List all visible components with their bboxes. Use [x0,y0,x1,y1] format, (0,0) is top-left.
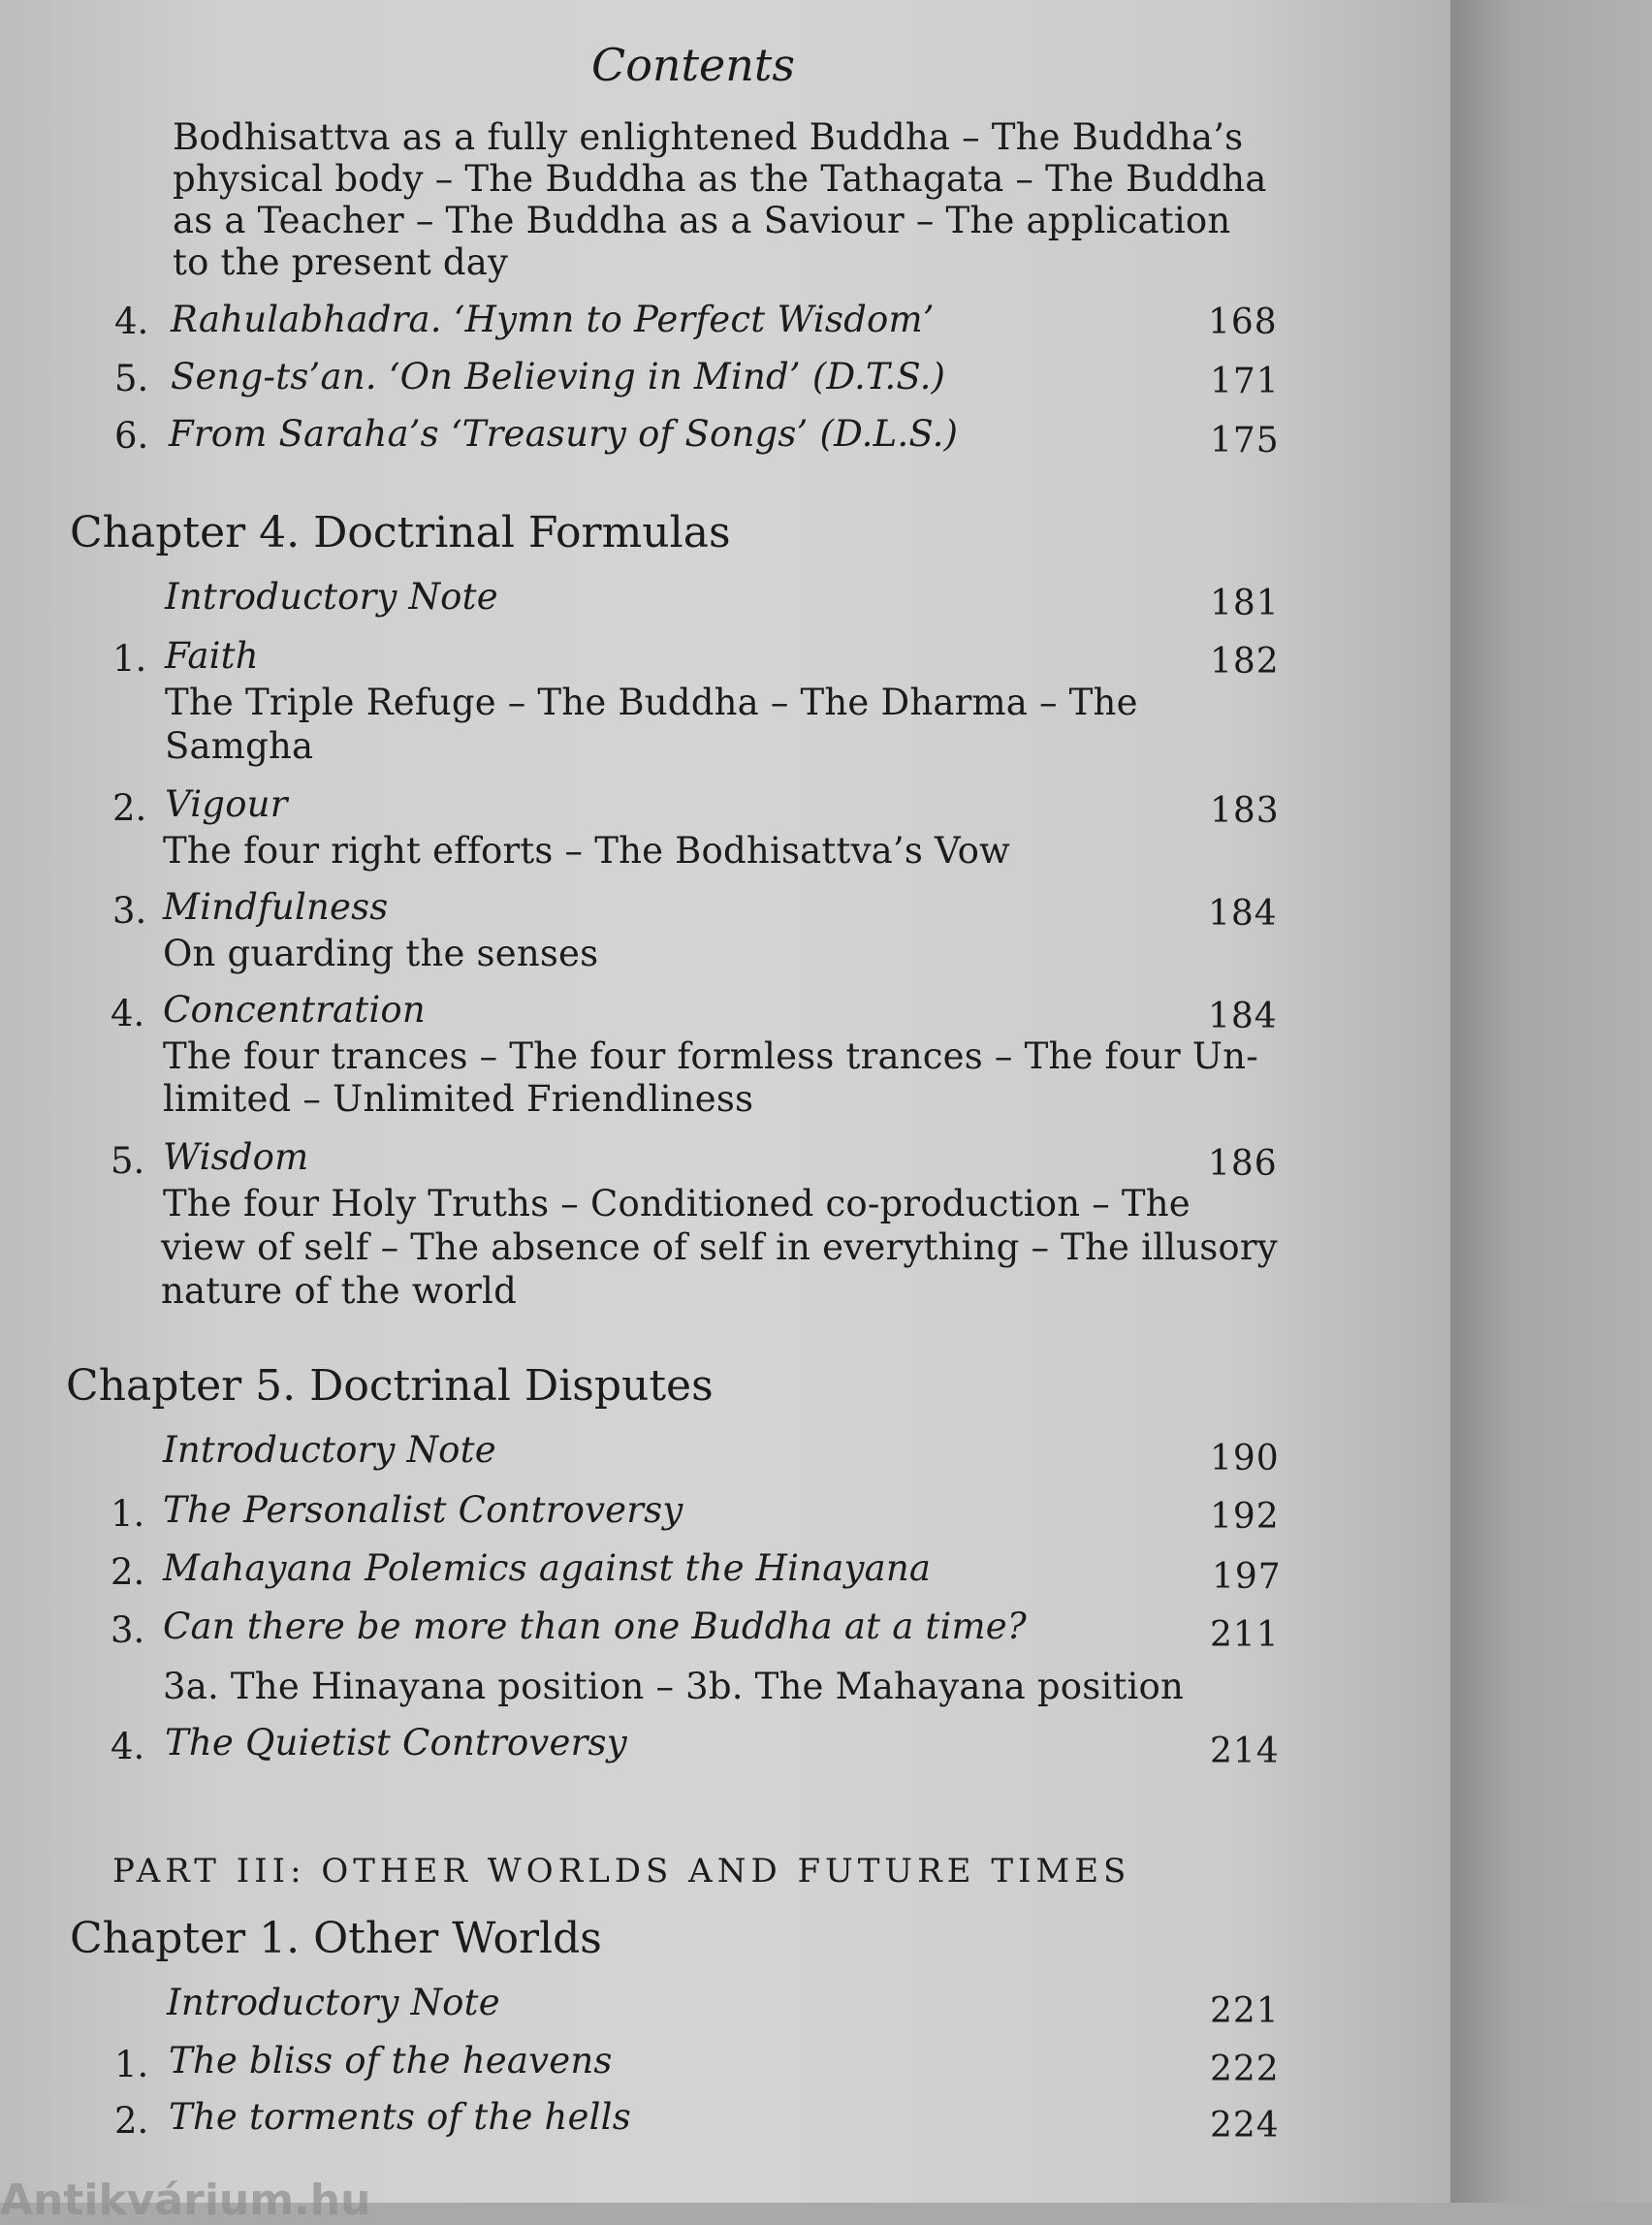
background-surface [1450,0,1652,2203]
entry-description: nature of the world [161,1270,517,1312]
page-number: 184 [1208,894,1278,934]
entry-title: Faith [165,635,259,677]
entry-number: 1. [112,638,147,680]
entry-description: view of self – The absence of self in everything – The illusory [161,1226,1278,1268]
watermark-text: Antikvárium.hu [0,2176,371,2225]
entry-description: The four Holy Truths – Conditioned co-production – The [163,1183,1191,1224]
page-number: 186 [1208,1144,1278,1184]
entry-number: 5. [114,358,149,399]
entry-title: Wisdom [163,1136,309,1178]
entry-title: Vigour [165,783,288,825]
page-number: 211 [1210,1615,1280,1655]
entry-number: 3. [111,1609,145,1651]
entry-title: Concentration [163,989,426,1031]
entry-title: Can there be more than one Buddha at a time? [163,1605,1027,1647]
intro-line: Bodhisattva as a fully enlightened Buddha – The Buddha’s [173,116,1244,158]
page-number: 224 [1210,2106,1280,2146]
intro-line: to the present day [173,241,509,283]
entry-title: Seng-ts’an. ‘On Believing in Mind’ (D.T.S.) [171,356,946,397]
entry-number: 4. [111,1726,145,1767]
page-number: 197 [1212,1557,1282,1597]
intro-note: Introductory Note [165,576,498,618]
entry-number: 4. [114,301,149,342]
chapter-heading: Chapter 4. Doctrinal Formulas [70,508,731,557]
page-number: 222 [1210,2050,1280,2089]
entry-number: 2. [114,2100,149,2142]
intro-note: Introductory Note [167,1982,500,2023]
entry-number: 4. [111,993,145,1034]
entry-description: On guarding the senses [163,933,599,974]
entry-description: The four right efforts – The Bodhisattva’s Vow [163,830,1010,872]
page-number: 168 [1208,302,1278,342]
entry-title: From Saraha’s ‘Treasury of Songs’ (D.L.S.) [169,413,959,455]
entry-title: Mindfulness [163,886,389,928]
page-number: 182 [1210,642,1280,682]
entry-number: 2. [112,787,147,829]
entry-description: Samgha [165,725,314,767]
entry-title: Mahayana Polemics against the Hinayana [163,1547,932,1589]
page-number: 175 [1210,421,1280,461]
page-number: 221 [1210,1991,1280,2031]
page-number: 190 [1210,1439,1280,1478]
page-number: 183 [1210,791,1280,831]
entry-number: 3. [112,890,147,932]
page-number: 171 [1210,362,1280,401]
entry-title: The bliss of the heavens [169,2040,613,2082]
entry-subline: 3a. The Hinayana position – 3b. The Mahayana position [163,1666,1185,1707]
intro-line: physical body – The Buddha as the Tathagata – The Buddha [173,158,1267,200]
entry-title: Rahulabhadra. ‘Hymn to Perfect Wisdom’ [171,299,935,340]
entry-description: The Triple Refuge – The Buddha – The Dharma – The [165,682,1138,723]
entry-number: 2. [111,1551,145,1593]
entry-description: The four trances – The four formless trances – The four Un- [163,1035,1258,1077]
entry-number: 6. [114,415,149,457]
page-number: 184 [1208,997,1278,1036]
entry-title: The Quietist Controversy [165,1722,627,1764]
part-heading: PART III: OTHER WORLDS AND FUTURE TIMES [112,1852,1131,1891]
entry-description: limited – Unlimited Friendliness [163,1078,754,1120]
entry-number: 1. [114,2044,149,2085]
entry-number: 5. [111,1140,145,1182]
page-number: 192 [1210,1497,1280,1537]
chapter-heading: Chapter 5. Doctrinal Disputes [66,1361,714,1411]
page-number: 214 [1210,1732,1280,1771]
chapter-heading: Chapter 1. Other Worlds [70,1914,602,1963]
entry-title: The Personalist Controversy [163,1489,683,1531]
intro-note: Introductory Note [163,1429,496,1471]
page-number: 181 [1210,584,1280,623]
entry-title: The torments of the hells [169,2096,631,2138]
intro-line: as a Teacher – The Buddha as a Saviour – The application [173,200,1231,241]
entry-number: 1. [111,1493,145,1535]
page-title: Contents [591,39,795,91]
